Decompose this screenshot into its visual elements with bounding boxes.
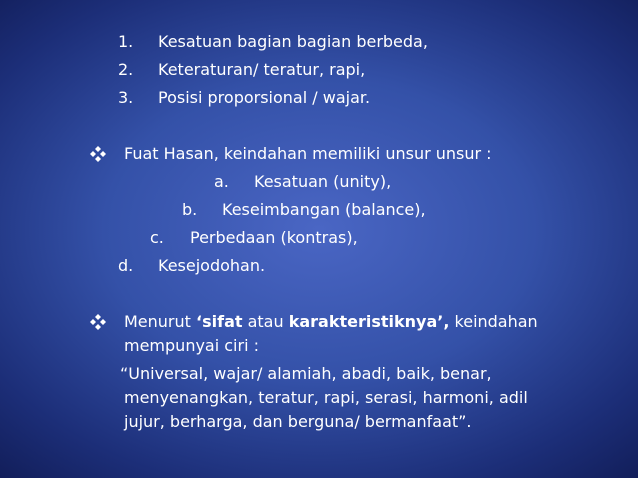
bullet2-line-2: mempunyai ciri : — [124, 336, 259, 355]
list2-letter-b: b. — [182, 200, 198, 219]
list1-number-2: 2. — [118, 60, 134, 79]
list1-number-1: 1. — [118, 32, 134, 51]
list2-item-a: Kesatuan (unity), — [254, 172, 392, 191]
bullet2-text-sifat: ‘sifat — [196, 312, 243, 331]
list1-item-3: Posisi proporsional / wajar. — [158, 88, 371, 107]
bullet2-text-karakteristik: karakteristiknya’, — [288, 312, 450, 331]
list2-letter-a: a. — [214, 172, 229, 191]
list2-item-c: Perbedaan (kontras), — [190, 228, 358, 247]
diamond-bullet-icon-2 — [90, 314, 106, 330]
quote-line-3: jujur, berharga, dan berguna/ bermanfaat”. — [124, 412, 472, 431]
bullet2-text-atau: atau — [242, 312, 289, 331]
list1-item-1: Kesatuan bagian bagian berbeda, — [158, 32, 428, 51]
list2-item-b: Keseimbangan (balance), — [222, 200, 426, 219]
list1-number-3: 3. — [118, 88, 134, 107]
bullet2-text-a: Menurut — [124, 312, 197, 331]
list2-item-d: Kesejodohan. — [158, 256, 266, 275]
bullet1-text: Fuat Hasan, keindahan memiliki unsur unsur : — [124, 144, 492, 163]
bullet2-text-keindahan: keindahan — [449, 312, 538, 331]
diamond-bullet-icon — [90, 146, 106, 162]
list2-letter-c: c. — [150, 228, 164, 247]
quote-line-1: “Universal, wajar/ alamiah, abadi, baik, benar, — [120, 364, 492, 383]
bullet2-line-1 — [124, 312, 538, 332]
quote-line-2: menyenangkan, teratur, rapi, serasi, harmoni, adil — [124, 388, 528, 407]
list2-letter-d: d. — [118, 256, 134, 275]
list1-item-2: Keteraturan/ teratur, rapi, — [158, 60, 366, 79]
